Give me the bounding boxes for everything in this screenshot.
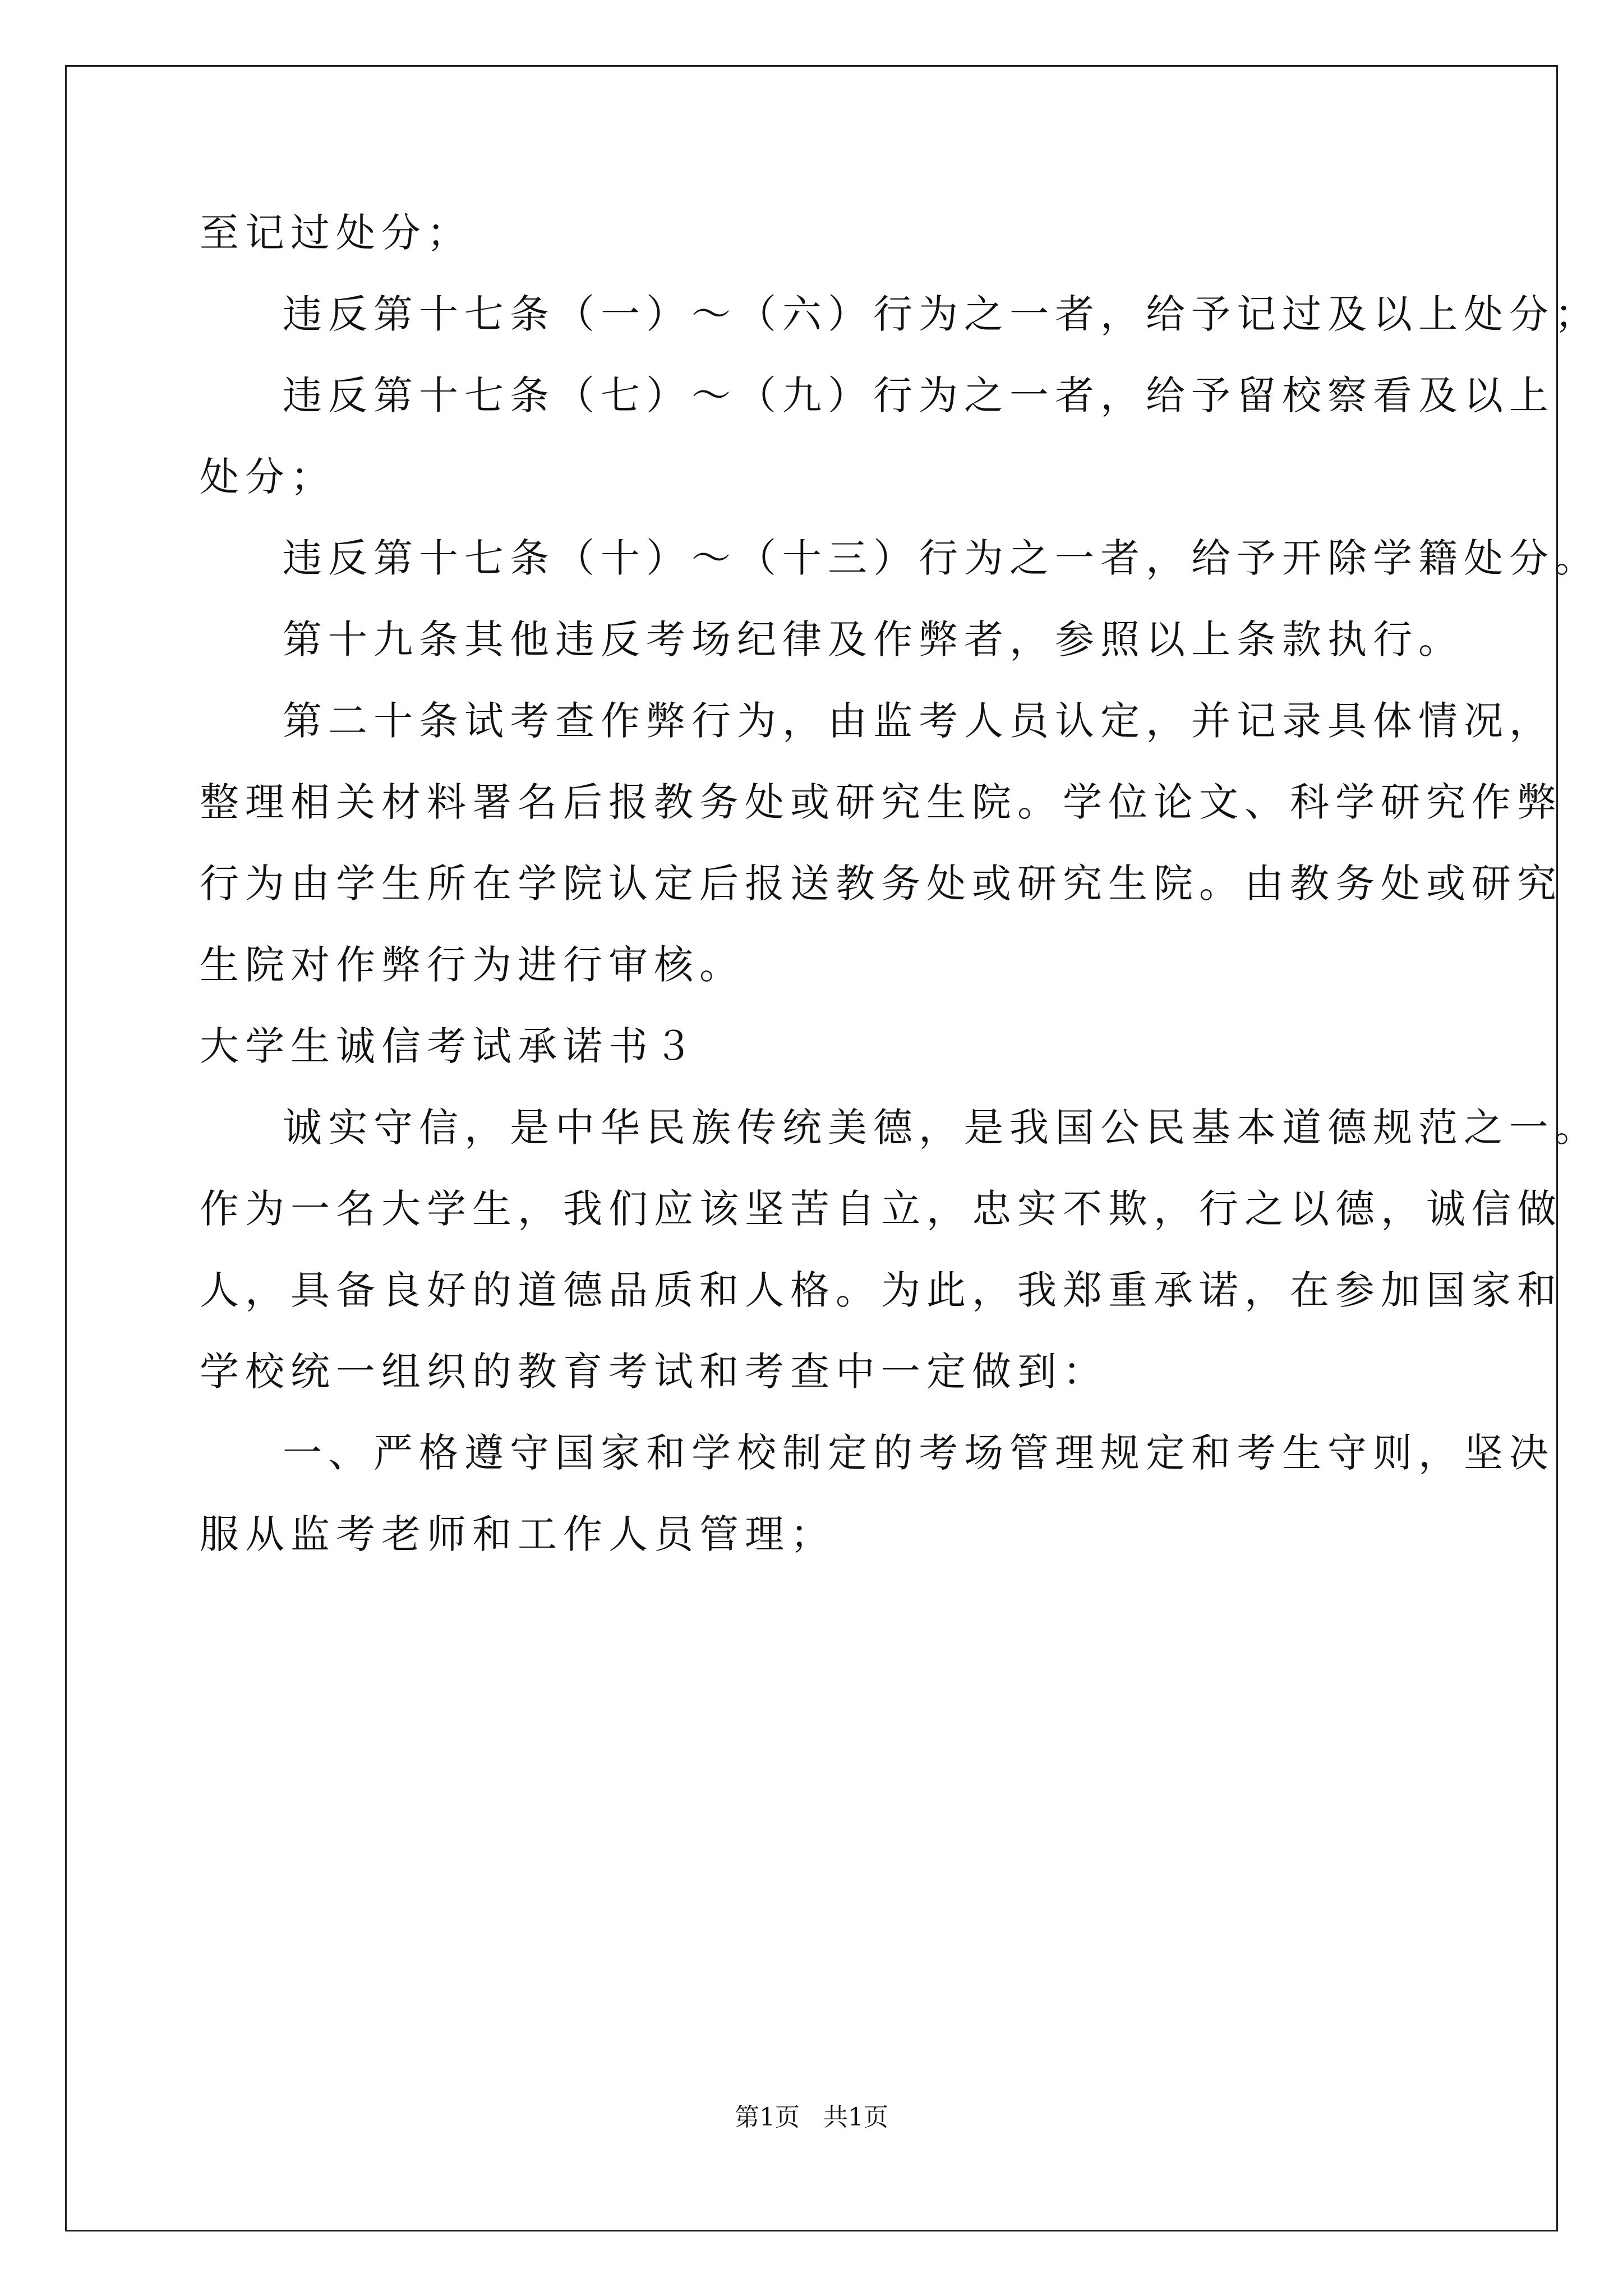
- text-line: 违反第十七条（一）～（六）行为之一者，给予记过及以上处分；: [283, 291, 1600, 337]
- text-line: 整理相关材料署名后报教务处或研究生院。学位论文、科学研究作弊: [200, 779, 1562, 825]
- text-line: 学校统一组织的教育考试和考查中一定做到：: [200, 1349, 1108, 1395]
- text-line: 诚实守信，是中华民族传统美德，是我国公民基本道德规范之一。: [283, 1105, 1600, 1151]
- text-line: 服从监考老师和工作人员管理；: [200, 1511, 836, 1557]
- text-line: 第二十条试考查作弊行为，由监考人员认定，并记录具体情况，: [283, 698, 1555, 744]
- text-line: 处分；: [200, 454, 336, 500]
- text-line: 第十九条其他违反考场纪律及作弊者，参照以上条款执行。: [283, 616, 1464, 662]
- section-heading: 大学生诚信考试承诺书３: [200, 1023, 699, 1069]
- text-line: 违反第十七条（十）～（十三）行为之一者，给予开除学籍处分。: [283, 535, 1600, 581]
- text-line: 一、严格遵守国家和学校制定的考场管理规定和考生守则，坚决: [283, 1430, 1555, 1476]
- text-line: 至记过处分；: [200, 210, 472, 256]
- text-line: 生院对作弊行为进行审核。: [200, 942, 745, 988]
- text-line: 作为一名大学生，我们应该坚苦自立，忠实不欺，行之以德，诚信做: [200, 1186, 1562, 1232]
- text-line: 违反第十七条（七）～（九）行为之一者，给予留校察看及以上: [283, 372, 1555, 418]
- text-line: 行为由学生所在学院认定后报送教务处或研究生院。由教务处或研究: [200, 861, 1562, 907]
- text-line: 人，具备良好的道德品质和人格。为此，我郑重承诺，在参加国家和: [200, 1267, 1562, 1313]
- page-footer: 第1页 共1页: [735, 2103, 888, 2132]
